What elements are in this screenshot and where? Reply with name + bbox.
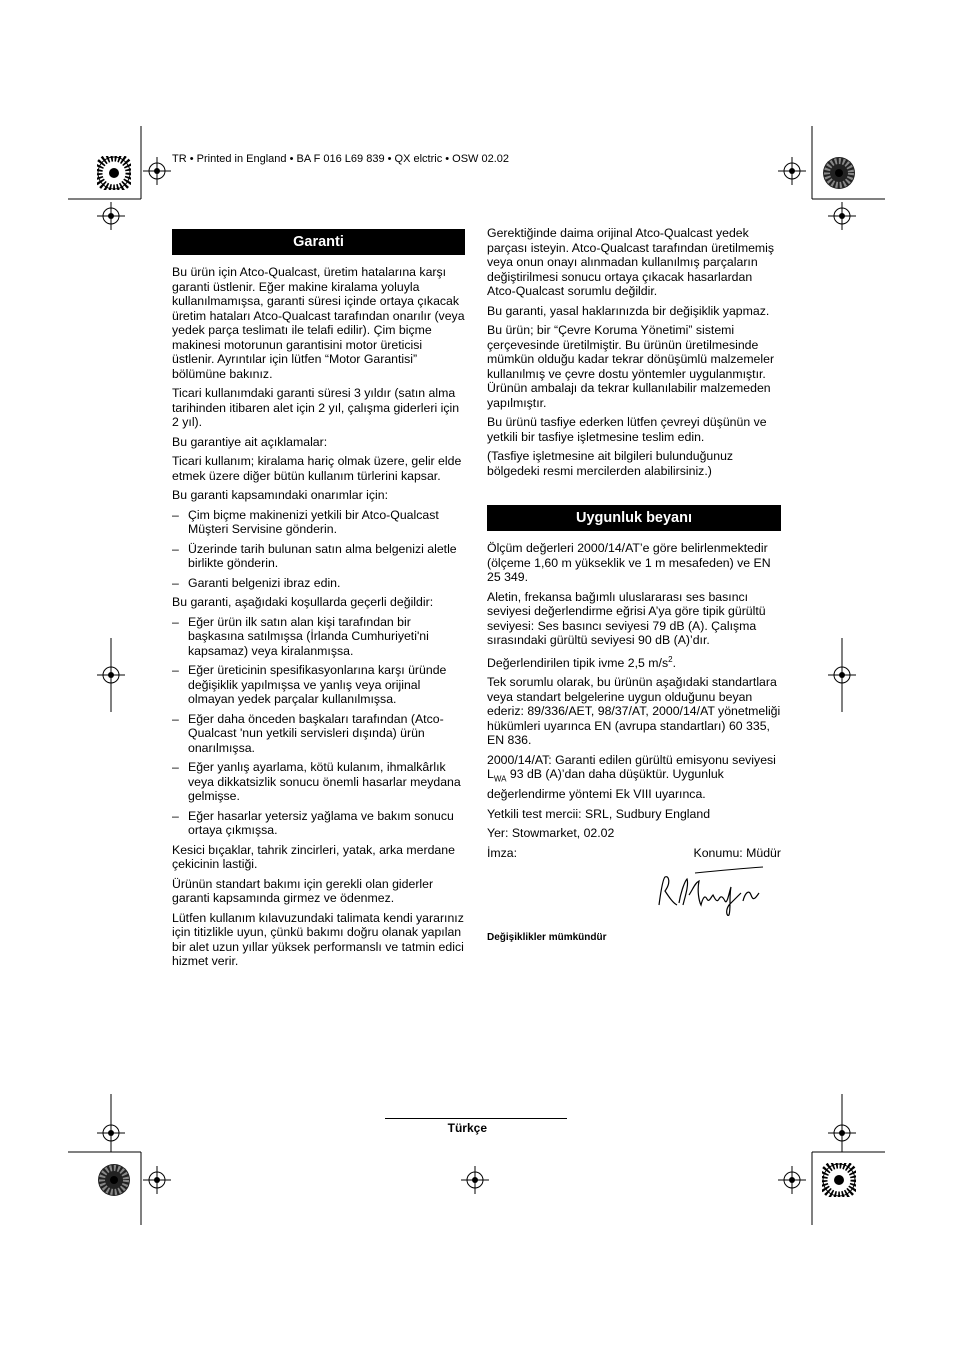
registration-target-icon: [143, 157, 171, 185]
star-target-icon: [822, 156, 856, 190]
paragraph: Bu ürünü tasfiye ederken lütfen çevreyi düşünün ve yetkili bir tasfiye işletmesine teslim edin.: [487, 415, 767, 444]
paragraph: Tek sorumlu olarak, bu ürünün aşağıdaki standartlara veya standart belgelerine uygun olduğunu beyan ederiz: 89/336/AET, 98/37/AT, 2000/14/AT yönetmeliği hükümleri uyarınca EN (avrupa standartları) 60 335, EN 836.: [487, 675, 781, 748]
star-target-icon: [97, 156, 131, 190]
paragraph: Ürünün standart bakımı için gerekli olan giderler garanti kapsamında girmez ve ödenmez.: [172, 876, 434, 905]
paragraph: Bu ürün için Atco-Qualcast, üretim hatalarına karşı garanti üstlenir. Eğer makine kiralama yoluyla kullanılmamışsa, garanti süresi içinde ortaya çıkacak üretim hataları Atco-Qualcast tarafından onarılır (veya yedek parça teslimatı ile telafi edilir). Çim biçme makinesi motorunun garantisini motor üreticisi üstlenir. Ayrıntılar için lütfen “Motor Garantisi” bölümüne bakınız.: [172, 265, 465, 381]
right-column: [487, 226, 781, 946]
paragraph: Lütfen kullanım kılavuzundaki talimata kendi yararınız için titizlikle uyun, çünkü bakımı doğru olanak yapılan bir alet uzun yıllar yüksek performanslı ve tatmin edici hizmet verir.: [172, 910, 464, 968]
paragraph: Bu garanti kapsamındaki onarımlar için:: [172, 488, 388, 502]
registration-target-icon: [461, 1166, 489, 1194]
paragraph: Kesici bıçaklar, tahrik zincirleri, yatak, arka merdane çekicinin lastiği.: [172, 842, 455, 871]
paragraph: Gerektiğinde daima orijinal Atco-Qualcast yedek parçası isteyin. Atco-Qualcast tarafından üretilmemiş veya onun onayı alınmadan kullanılmış parçaların değiştirilmesi sonucu ortaya çıkacak hasarlardan Atco-Qualcast sorumlu değildir.: [487, 226, 775, 298]
star-target-icon: [822, 1163, 856, 1197]
paragraph: Ölçüm değerleri 2000/14/AT’e göre belirlenmektedir (ölçeme 1,60 m yükseklik ve 1 m mesafeden) ve EN 25 349.: [487, 541, 771, 584]
conformity-heading: Uygunluk beyanı: [487, 505, 781, 531]
registration-target-icon: [778, 1166, 806, 1194]
registration-target-icon: [828, 1119, 856, 1147]
paragraph: Ticari kullanımdaki garanti süresi 3 yıldır (satın alma tarihinden itibaren alet için 2 yıl, çalışma giderleri için 2 yıl).: [172, 386, 460, 429]
repair-steps-list: [172, 508, 465, 591]
paragraph: Bu garantiye ait açıklamalar:: [172, 434, 328, 449]
exclusions-list: [172, 615, 465, 838]
footer-rule: [385, 1118, 567, 1119]
list-item: – Eğer yanlış ayarlama, kötü kulanım, ihmalkârlık veya dikkatsizlik sonucu önemli hasarlar meydana gelmişse.: [172, 760, 465, 804]
noise-subscript: WA: [493, 774, 507, 784]
paragraph: Bu garanti, aşağıdaki koşullarda geçerli değildir:: [172, 595, 434, 609]
list-item: – Eğer hasarlar yetersiz yağlama ve bakım sonucu ortaya çıkmışsa.: [172, 809, 465, 838]
list-item: – Çim biçme makinenizi yetkili bir Atco-Qualcast Müşteri Servisine gönderin.: [172, 508, 465, 537]
registration-target-icon: [778, 157, 806, 185]
signature: [487, 865, 781, 925]
acceleration-superscript: 2: [668, 654, 673, 664]
signature-row: [487, 846, 781, 861]
handwritten-signature: [655, 865, 765, 921]
paragraph: Bu garanti, yasal haklarınızda bir değişiklik yapmaz.: [487, 303, 770, 318]
garanti-column: [172, 229, 465, 974]
registration-target-icon: [97, 202, 125, 230]
paragraph: Yetkili test mercii: SRL, Sudbury England: [487, 806, 711, 821]
noise-emission-paragraph: [487, 753, 781, 802]
star-target-icon: [97, 1163, 131, 1197]
list-item: – Eğer üreticinin spesifikasyonlarına karşı üründe değişiklik yapılmışsa ve yanlış veya orijinal olmayan yedek parçalar kullanılmışsa.: [172, 663, 465, 707]
footer-language: Türkçe: [447, 1121, 487, 1135]
paragraph: Aletin, frekansa bağımlı uluslararası ses basıncı seviyesi değerlendirme eğrisi A’ya göre tipik gürültü seviyesi: Ses basıncı seviyesi 79 dB (A). Çalışma sırasındaki gürültü seviyesi 90 dB (A)’dır.: [487, 589, 766, 647]
garanti-heading: Garanti: [172, 229, 465, 255]
registration-target-icon: [97, 661, 125, 689]
paragraph: Yer: Stowmarket, 02.02: [487, 826, 615, 841]
acceleration-end: .: [672, 655, 676, 670]
list-item: – Üzerinde tarih bulunan satın alma belgenizi aletle birlikte gönderin.: [172, 542, 465, 571]
list-item: – Eğer ürün ilk satın alan kişi tarafından bir başkasına satılmışsa (İrlanda Cumhuriyeti'ni kapsamaz) veya kiralanmışsa.: [172, 615, 465, 659]
list-item: – Garanti belgenizi ibraz edin.: [172, 576, 465, 591]
noise-text-b: 93 dB (A)’dan daha düşüktür. Uygunluk değerlendirme yöntemi Ek VIII uyarınca.: [487, 767, 724, 802]
acceleration-paragraph: [487, 653, 781, 671]
changes-note: Değişiklikler mümkündür: [487, 932, 607, 944]
signature-label: İmza:: [487, 845, 518, 860]
noise-text-a: 2000/14/AT: Garanti edilen gürültü emisyonu seviyesi L: [487, 752, 776, 782]
paragraph: Ticari kullanım; kiralama hariç olmak üzere, gelir elde etmek üzere diğer bütün kullanım türlerini kapsar.: [172, 454, 462, 483]
list-item: – Eğer daha önceden başkaları tarafından (Atco-Qualcast 'nun yetkili servisleri dışında) ürün onarılmışsa.: [172, 712, 465, 756]
registration-target-icon: [143, 1166, 171, 1194]
registration-target-icon: [828, 202, 856, 230]
paragraph: (Tasfiye işletmesine ait bilgileri bulunduğunuz bölgedeki resmi mercilerden alabilirsiniz.): [487, 449, 734, 478]
registration-target-icon: [828, 661, 856, 689]
registration-target-icon: [97, 1119, 125, 1147]
paragraph: Bu ürün; bir “Çevre Koruma Yönetimi” sistemi çerçevesinde üretilmiştir. Bu ürünün üretilmesinde mümkün olduğu kadar tekrar dönüşümlü malzemeler kullanılmış ve çevre dostu yöntemler uygulanmıştır. Ürünün ambalajı da tekrar kullanılabilir malzemeden yapılmıştır.: [487, 323, 775, 410]
position-label: Konumu: Müdür: [693, 845, 781, 860]
acceleration-text: Değerlendirilen tipik ivme 2,5 m/s: [487, 655, 669, 670]
print-info: TR • Printed in England • BA F 016 L69 839 • QX elctric • OSW 02.02: [172, 153, 510, 165]
